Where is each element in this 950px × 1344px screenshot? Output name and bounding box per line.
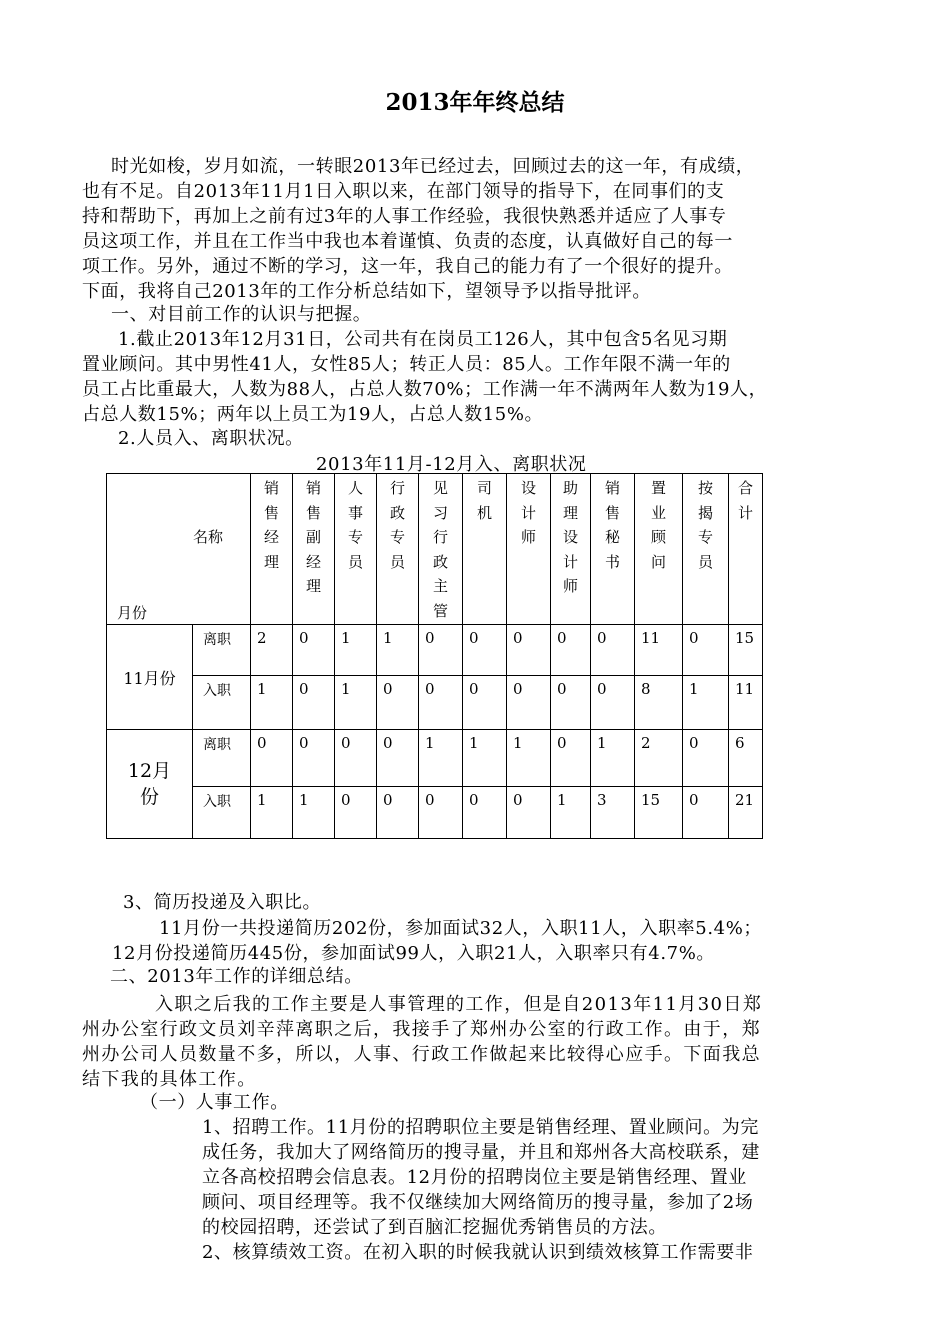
cell: 0 xyxy=(551,730,591,787)
cell: 1 xyxy=(293,787,335,839)
column-header-char: 行 xyxy=(432,528,448,546)
intro-line: 项工作。另外，通过不断的学习，这一年，我自己的能力有了一个很好的提升。 xyxy=(82,256,733,277)
cell: 0 xyxy=(591,676,635,730)
column-header-char: 师 xyxy=(520,528,536,546)
column-header-char: 经 xyxy=(263,528,279,546)
column-header-char: 事 xyxy=(347,503,363,522)
column-header-char: 主 xyxy=(432,577,448,595)
section-heading: 一、对目前工作的认识与把握。 xyxy=(111,304,372,325)
column-header-char: 助 xyxy=(562,479,578,497)
column-header-char: 设 xyxy=(520,479,536,497)
column-header-char: 理 xyxy=(562,503,578,522)
header-corner xyxy=(107,474,251,625)
cell: 1 xyxy=(335,676,377,730)
column-header-char: 管 xyxy=(432,601,448,620)
section-heading: 二、2013年工作的详细总结。 xyxy=(110,966,363,987)
paragraph-line: 的校园招聘，还尝试了到百脑汇挖掘优秀销售员的方法。 xyxy=(202,1217,667,1238)
cell: 1 xyxy=(591,730,635,787)
cell: 0 xyxy=(507,625,551,676)
column-header-char: 见 xyxy=(432,479,448,497)
column-header-char: 政 xyxy=(389,503,405,522)
cell: 15 xyxy=(729,625,763,676)
column-header-char: 揭 xyxy=(697,503,713,522)
cell: 0 xyxy=(335,787,377,839)
column-header-char: 员 xyxy=(697,552,713,571)
cell: 2 xyxy=(251,625,293,676)
paragraph-line: 成任务，我加大了网络简历的搜寻量，并且和郑州各大高校联系，建 xyxy=(202,1142,760,1163)
column-header-char: 销 xyxy=(305,479,321,497)
cell: 8 xyxy=(635,676,683,730)
column-header xyxy=(683,474,729,625)
row-type: 离职 xyxy=(193,730,251,787)
column-header-char: 专 xyxy=(389,528,405,546)
cell: 0 xyxy=(419,787,463,839)
cell: 0 xyxy=(551,676,591,730)
cell: 0 xyxy=(591,625,635,676)
paragraph-line: 入职之后我的工作主要是人事管理的工作，但是自2013年11月30日郑 xyxy=(155,994,763,1015)
table-caption: 2013年11月-12月入、离职状况 xyxy=(316,454,587,475)
column-header-char: 政 xyxy=(432,552,448,571)
table-row xyxy=(107,730,763,787)
month-label-nov xyxy=(107,625,193,730)
cell: 11 xyxy=(729,676,763,730)
cell: 0 xyxy=(419,625,463,676)
cell: 0 xyxy=(377,676,419,730)
column-header-char: 售 xyxy=(305,503,321,522)
month-label-text: 份 xyxy=(139,786,159,808)
cell: 0 xyxy=(335,730,377,787)
cell: 0 xyxy=(419,676,463,730)
column-header-char: 销 xyxy=(263,479,279,497)
column-header-char: 司 xyxy=(476,479,492,497)
column-header-char: 理 xyxy=(263,552,279,571)
column-header xyxy=(729,474,763,625)
cell: 0 xyxy=(683,730,729,787)
column-header-char: 按 xyxy=(697,479,713,497)
column-header-char: 理 xyxy=(305,577,321,595)
cell: 1 xyxy=(251,787,293,839)
cell: 15 xyxy=(635,787,683,839)
cell: 0 xyxy=(293,730,335,787)
cell: 0 xyxy=(683,625,729,676)
column-header-char: 计 xyxy=(520,503,536,522)
cell: 1 xyxy=(463,730,507,787)
column-header-char: 售 xyxy=(263,503,279,522)
column-header-char: 人 xyxy=(347,479,363,497)
month-label-text: 12月 xyxy=(127,760,172,782)
cell: 11 xyxy=(635,625,683,676)
row-type: 入职 xyxy=(193,676,251,730)
table-header-row xyxy=(107,474,763,625)
cell: 0 xyxy=(251,730,293,787)
paragraph-line: 1、招聘工作。11月份的招聘职位主要是销售经理、置业顾问。为完 xyxy=(202,1117,759,1138)
cell: 1 xyxy=(335,625,377,676)
paragraph-line: 1.截止2013年12月31日，公司共有在岗员工126人，其中包含5名见习期 xyxy=(118,329,728,350)
subsection-heading: （一）人事工作。 xyxy=(140,1092,289,1113)
paragraph-line: 立各高校招聘会信息表。12月份的招聘岗位主要是销售经理、置业 xyxy=(202,1167,747,1188)
paragraph-line: 2.人员入、离职状况。 xyxy=(118,428,304,449)
cell: 0 xyxy=(377,730,419,787)
column-header-char: 师 xyxy=(562,577,578,595)
intro-line: 下面，我将自己2013年的工作分析总结如下，望领导予以指导批评。 xyxy=(82,281,652,302)
cell: 6 xyxy=(729,730,763,787)
paragraph-line: 12月份投递简历445份，参加面试99人，入职21人，入职率只有4.7%。 xyxy=(112,943,715,964)
column-header-char: 设 xyxy=(562,528,578,546)
corner-month-label: 月份 xyxy=(117,604,148,622)
table-row xyxy=(107,787,763,839)
paragraph-line: 2、核算绩效工资。在初入职的时候我就认识到绩效核算工作需要非 xyxy=(202,1242,754,1263)
month-label-text: 11月份 xyxy=(123,668,176,688)
column-header-char: 计 xyxy=(562,552,578,571)
column-header-char: 经 xyxy=(305,552,321,571)
column-header-char: 顾 xyxy=(650,528,666,546)
cell: 1 xyxy=(377,625,419,676)
cell: 1 xyxy=(251,676,293,730)
column-header xyxy=(419,474,463,625)
cell: 0 xyxy=(293,676,335,730)
column-header xyxy=(293,474,335,625)
column-header-char: 员 xyxy=(347,552,363,571)
cell: 0 xyxy=(377,787,419,839)
row-type: 离职 xyxy=(193,625,251,676)
column-header xyxy=(251,474,293,625)
column-header-char: 习 xyxy=(432,503,448,522)
cell: 0 xyxy=(463,676,507,730)
paragraph-line: 州办公司人员数量不多，所以，人事、行政工作做起来比较得心应手。下面我总 xyxy=(82,1044,761,1065)
table-row xyxy=(107,676,763,730)
paragraph-line: 占总人数15%；两年以上员工为19人，占总人数15%。 xyxy=(82,404,544,425)
staff-table xyxy=(106,473,763,839)
column-header xyxy=(551,474,591,625)
paragraph-line: 3、简历投递及入职比。 xyxy=(123,892,322,913)
cell: 0 xyxy=(507,787,551,839)
column-header-char: 秘 xyxy=(604,528,620,546)
column-header xyxy=(591,474,635,625)
column-header-char: 行 xyxy=(389,479,405,497)
intro-line: 时光如梭，岁月如流，一转眼2013年已经过去，回顾过去的这一年，有成绩， xyxy=(111,156,755,177)
cell: 2 xyxy=(635,730,683,787)
column-header-char: 机 xyxy=(476,503,492,522)
cell: 0 xyxy=(463,787,507,839)
intro-line: 员这项工作，并且在工作当中我也本着谨慎、负责的态度，认真做好自己的每一 xyxy=(82,231,733,252)
paragraph-line: 结下我的具体工作。 xyxy=(82,1069,257,1090)
paragraph-line: 11月份一共投递简历202份，参加面试32人，入职11人，入职率5.4%； xyxy=(159,918,762,939)
column-header-char: 计 xyxy=(737,503,753,522)
column-header-char: 业 xyxy=(650,503,666,522)
column-header-char: 专 xyxy=(347,528,363,546)
paragraph-line: 员工占比重最大，人数为88人，占总人数70%；工作满一年不满两年人数为19人， xyxy=(82,379,768,400)
column-header-char: 问 xyxy=(650,552,666,571)
table-row xyxy=(107,625,763,676)
row-type: 入职 xyxy=(193,787,251,839)
cell: 1 xyxy=(551,787,591,839)
cell: 0 xyxy=(683,787,729,839)
month-label-dec xyxy=(107,730,193,839)
cell: 1 xyxy=(507,730,551,787)
intro-line: 也有不足。自2013年11月1日入职以来，在部门领导的指导下，在同事们的支 xyxy=(82,181,725,202)
cell: 0 xyxy=(293,625,335,676)
column-header-char: 合 xyxy=(737,479,753,497)
corner-name-label: 名称 xyxy=(193,528,224,546)
paragraph-line: 州办公室行政文员刘辛萍离职之后，我接手了郑州办公室的行政工作。由于，郑 xyxy=(82,1019,761,1040)
column-header xyxy=(377,474,419,625)
cell: 0 xyxy=(463,625,507,676)
column-header xyxy=(335,474,377,625)
column-header-char: 副 xyxy=(305,528,321,546)
page-title: 2013年年终总结 xyxy=(385,89,565,116)
column-header-char: 员 xyxy=(389,552,405,571)
cell: 3 xyxy=(591,787,635,839)
column-header-char: 书 xyxy=(604,552,620,571)
column-header xyxy=(507,474,551,625)
column-header xyxy=(635,474,683,625)
intro-line: 持和帮助下，再加上之前有过3年的人事工作经验，我很快熟悉并适应了人事专 xyxy=(82,206,727,227)
cell: 21 xyxy=(729,787,763,839)
paragraph-line: 顾问、项目经理等。我不仅继续加大网络简历的搜寻量，参加了2场 xyxy=(202,1192,754,1213)
cell: 0 xyxy=(507,676,551,730)
column-header-char: 销 xyxy=(604,479,620,497)
column-header-char: 专 xyxy=(697,528,713,546)
cell: 1 xyxy=(683,676,729,730)
column-header xyxy=(463,474,507,625)
cell: 1 xyxy=(419,730,463,787)
column-header-char: 售 xyxy=(604,503,620,522)
column-header-char: 置 xyxy=(650,479,666,497)
cell: 0 xyxy=(551,625,591,676)
paragraph-line: 置业顾问。其中男性41人，女性85人；转正人员：85人。工作年限不满一年的 xyxy=(82,354,731,375)
